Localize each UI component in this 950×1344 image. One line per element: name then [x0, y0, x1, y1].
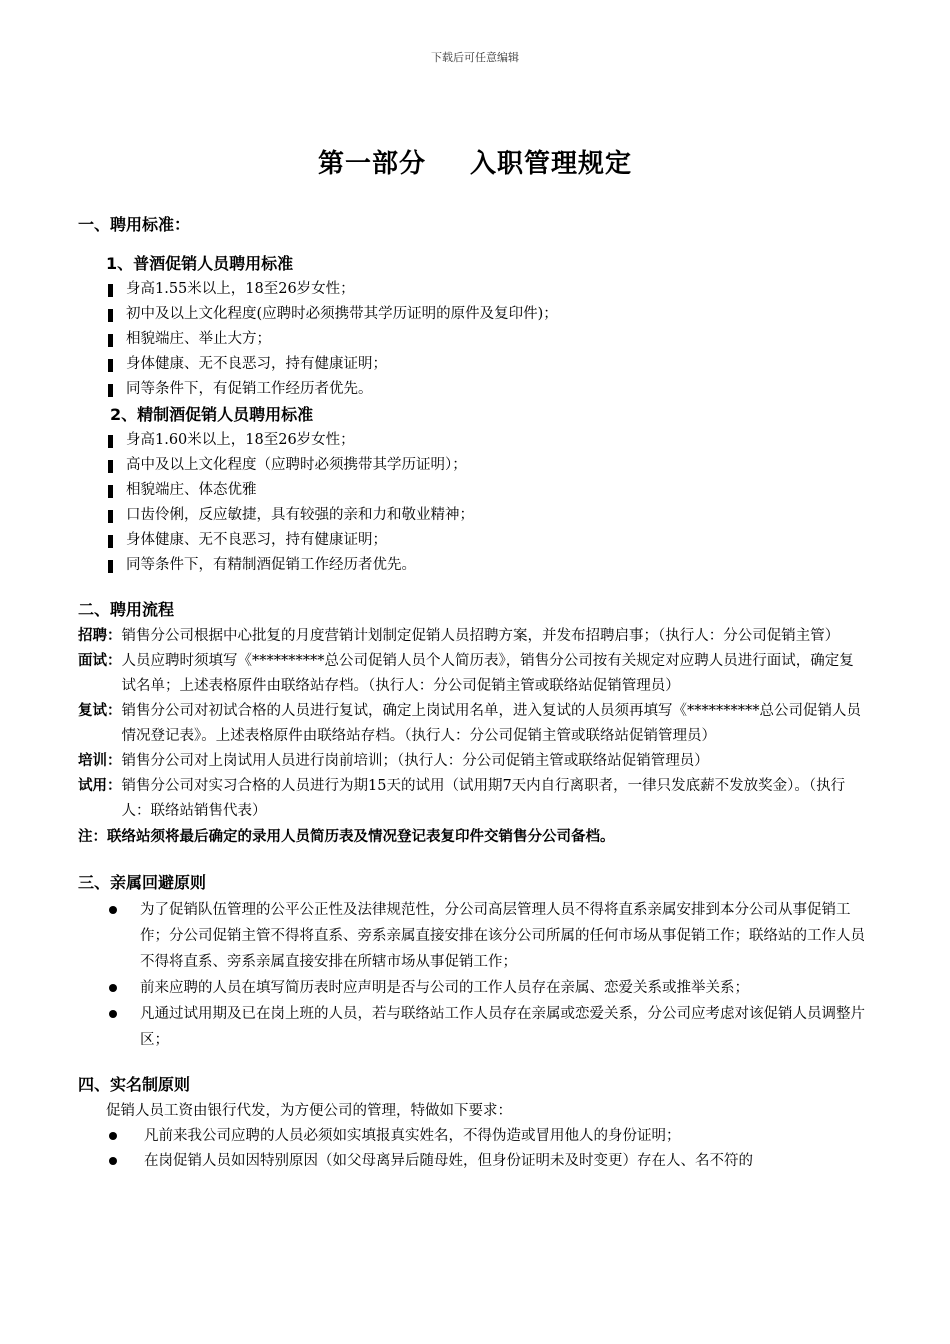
- criteria-item: 同等条件下，有促销工作经历者优先。: [78, 377, 868, 402]
- section-heading: 二、聘用流程: [78, 600, 175, 619]
- subsection-heading: 2、精制酒促销人员聘用标准: [110, 405, 314, 424]
- dot-bullet-icon: [78, 1149, 144, 1174]
- section-heading: 三、亲属回避原则: [78, 873, 207, 892]
- process-note: 注：联络站须将最后确定的录用人员简历表及情况登记表复印件交销售分公司备档。: [78, 829, 615, 845]
- header-note: 下载后可任意编辑: [431, 51, 519, 64]
- bar-bullet-icon: [108, 384, 113, 397]
- bar-bullet-icon: [108, 334, 113, 347]
- criteria-item: 初中及以上文化程度(应聘时必须携带其学历证明的原件及复印件)；: [78, 302, 868, 327]
- bar-bullet-icon: [108, 560, 113, 573]
- process-step: [78, 699, 868, 749]
- document-body: [78, 211, 868, 1174]
- bar-bullet-icon: [108, 435, 113, 448]
- step-label: 试用：: [78, 778, 122, 794]
- criteria-item: 身高1.55米以上，18至26岁女性；: [78, 277, 868, 302]
- bar-bullet-icon: [108, 485, 113, 498]
- criteria-item: 身高1.60米以上，18至26岁女性；: [78, 428, 868, 453]
- section-heading: 四、实名制原则: [78, 1075, 191, 1094]
- bar-bullet-icon: [108, 309, 113, 322]
- dot-bullet-icon: [78, 975, 140, 1001]
- list-item: 在岗促销人员如因特别原因（如父母离异后随母姓，但身份证明未及时变更）存在人、名不符的: [78, 1149, 868, 1174]
- step-label: 面试：: [78, 653, 122, 669]
- title-part: 第一部分: [317, 149, 426, 179]
- criteria-item: 相貌端庄、举止大方；: [78, 327, 868, 352]
- criteria-item: 身体健康、无不良恶习，持有健康证明；: [78, 528, 868, 553]
- step-text: 销售分公司对上岗试用人员进行岗前培训；（执行人：分公司促销主管或联络站促销管理员）: [121, 753, 709, 769]
- step-text: 销售分公司根据中心批复的月度营销计划制定促销人员招聘方案，并发布招聘启事；（执行人：分公司促销主管）: [121, 628, 840, 644]
- bar-bullet-icon: [108, 510, 113, 523]
- bar-bullet-icon: [108, 535, 113, 548]
- step-label: 招聘：: [78, 628, 122, 644]
- criteria-item: 同等条件下，有精制酒促销工作经历者优先。: [78, 553, 868, 578]
- dot-bullet-icon: [78, 1124, 144, 1149]
- bar-bullet-icon: [108, 359, 113, 372]
- step-text: 销售分公司对初试合格的人员进行复试，确定上岗试用名单，进入复试的人员须再填写《**********总公司促销人员情况登记表》。上述表格原件由联络站存档。（执行人：分公司促销主管或联络站促销管理员）: [121, 703, 861, 744]
- title-name: 入职管理规定: [470, 149, 633, 179]
- criteria-item: 身体健康、无不良恶习，持有健康证明；: [78, 352, 868, 377]
- list-item: 为了促销队伍管理的公平公正性及法律规范性，分公司高层管理人员不得将直系亲属安排到本分公司从事促销工作；分公司促销主管不得将直系、旁系亲属直接安排在该分公司所属的任何市场从事促销工作；联络站的工作人员不得将直系、旁系亲属直接安排在所辖市场从事促销工作；: [78, 897, 868, 975]
- list-item: 凡通过试用期及已在岗上班的人员，若与联络站工作人员存在亲属或恋爱关系，分公司应考虑对该促销人员调整片区；: [78, 1001, 868, 1053]
- process-step: [78, 649, 868, 699]
- step-text: 销售分公司对实习合格的人员进行为期15天的试用（试用期7天内自行离职者，一律只发底薪不发放奖金）。（执行人：联络站销售代表）: [121, 778, 846, 819]
- criteria-item: 高中及以上文化程度（应聘时必须携带其学历证明）；: [78, 453, 868, 478]
- criteria-item: 相貌端庄、体态优雅: [78, 478, 868, 503]
- criteria-item: 口齿伶俐，反应敏捷，具有较强的亲和力和敬业精神；: [78, 503, 868, 528]
- process-step: [78, 624, 868, 649]
- list-item: 凡前来我公司应聘的人员必须如实填报真实姓名，不得伪造或冒用他人的身份证明；: [78, 1124, 868, 1149]
- step-label: 培训：: [78, 753, 122, 769]
- bar-bullet-icon: [108, 460, 113, 473]
- dot-bullet-icon: [78, 897, 140, 975]
- subsection-heading: 1、普酒促销人员聘用标准: [106, 254, 294, 273]
- process-step: [78, 749, 868, 774]
- step-text: 人员应聘时须填写《**********总公司促销人员个人简历表》，销售分公司按有关规定对应聘人员进行面试，确定复试名单；上述表格原件由联络站存档。（执行人：分公司促销主管或联络站促销管理员）: [121, 653, 854, 694]
- step-label: 复试：: [78, 703, 122, 719]
- section-heading: 一、聘用标准：: [78, 215, 191, 234]
- section-intro: 促销人员工资由银行代发，为方便公司的管理，特做如下要求：: [106, 1103, 512, 1119]
- list-item: 前来应聘的人员在填写简历表时应声明是否与公司的工作人员存在亲属、恋爱关系或推举关系；: [78, 975, 868, 1001]
- process-step: [78, 774, 868, 824]
- page-title: [0, 143, 950, 180]
- dot-bullet-icon: [78, 1001, 140, 1053]
- bar-bullet-icon: [108, 284, 113, 297]
